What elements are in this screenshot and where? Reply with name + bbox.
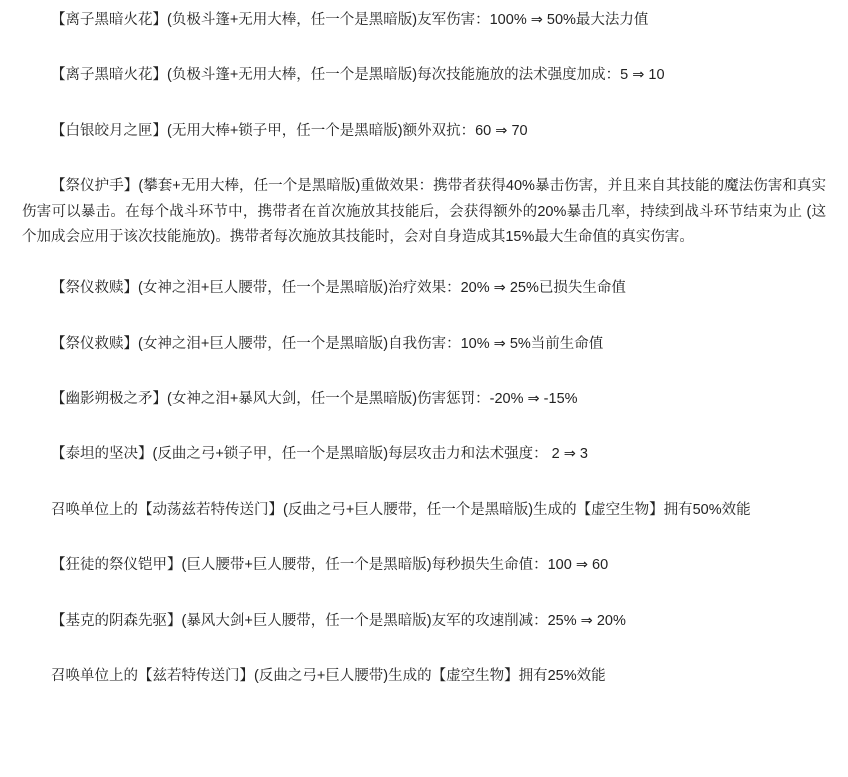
patch-note-line: 【狂徒的祭仪铠甲】(巨人腰带+巨人腰带，任一个是黑暗版)每秒损失生命值：100 ⇒ 60 xyxy=(51,557,609,574)
patch-note-line: 【泰坦的坚决】(反曲之弓+锁子甲，任一个是黑暗版)每层攻击力和法术强度： 2 ⇒ 3 xyxy=(51,446,588,463)
patch-note-line: 【离子黑暗火花】(负极斗篷+无用大棒，任一个是黑暗版)友军伤害：100% ⇒ 50%最大法力值 xyxy=(51,12,649,28)
patch-note-line: 【幽影朔极之矛】(女神之泪+暴风大剑，任一个是黑暗版)伤害惩罚：-20% ⇒ -15% xyxy=(51,391,578,407)
patch-note-line: 【祭仪护手】(攀套+无用大棒，任一个是黑暗版)重做效果：携带者获得40%暴击伤害，并且来自其技能的魔法伤害和真实伤害可以暴击。在每个战斗环节中，携带者在首次施放其技能后，会获得额外的20%暴击几率，持续到战斗环节结束为止 (这个加成会应用于该次技能施放)。携带者每次施放其技能时，会对自身造成其15%最大生命值的真实伤害。 xyxy=(22,178,826,245)
patch-note-line: 【基克的阴森先驱】(暴风大剑+巨人腰带，任一个是黑暗版)友军的攻速削减：25% ⇒ 20% xyxy=(51,612,626,629)
patch-note-line: 召唤单位上的【兹若特传送门】(反曲之弓+巨人腰带)生成的【虚空生物】拥有25%效能 xyxy=(51,667,606,684)
patch-note-line: 【白银皎月之匣】(无用大棒+锁子甲，任一个是黑暗版)额外双抗：60 ⇒ 70 xyxy=(51,122,528,139)
patch-note-line: 【祭仪救赎】(女神之泪+巨人腰带，任一个是黑暗版)治疗效果：20% ⇒ 25%已损失生命值 xyxy=(51,280,626,297)
patch-note-line: 召唤单位上的【动荡兹若特传送门】(反曲之弓+巨人腰带，任一个是黑暗版)生成的【虚空生物】拥有50%效能 xyxy=(51,501,751,518)
patch-note-line: 【祭仪救赎】(女神之泪+巨人腰带，任一个是黑暗版)自我伤害：10% ⇒ 5%当前生命值 xyxy=(51,335,604,352)
patch-note-line: 【离子黑暗火花】(负极斗篷+无用大棒，任一个是黑暗版)每次技能施放的法术强度加成：5 ⇒ 10 xyxy=(51,67,665,84)
